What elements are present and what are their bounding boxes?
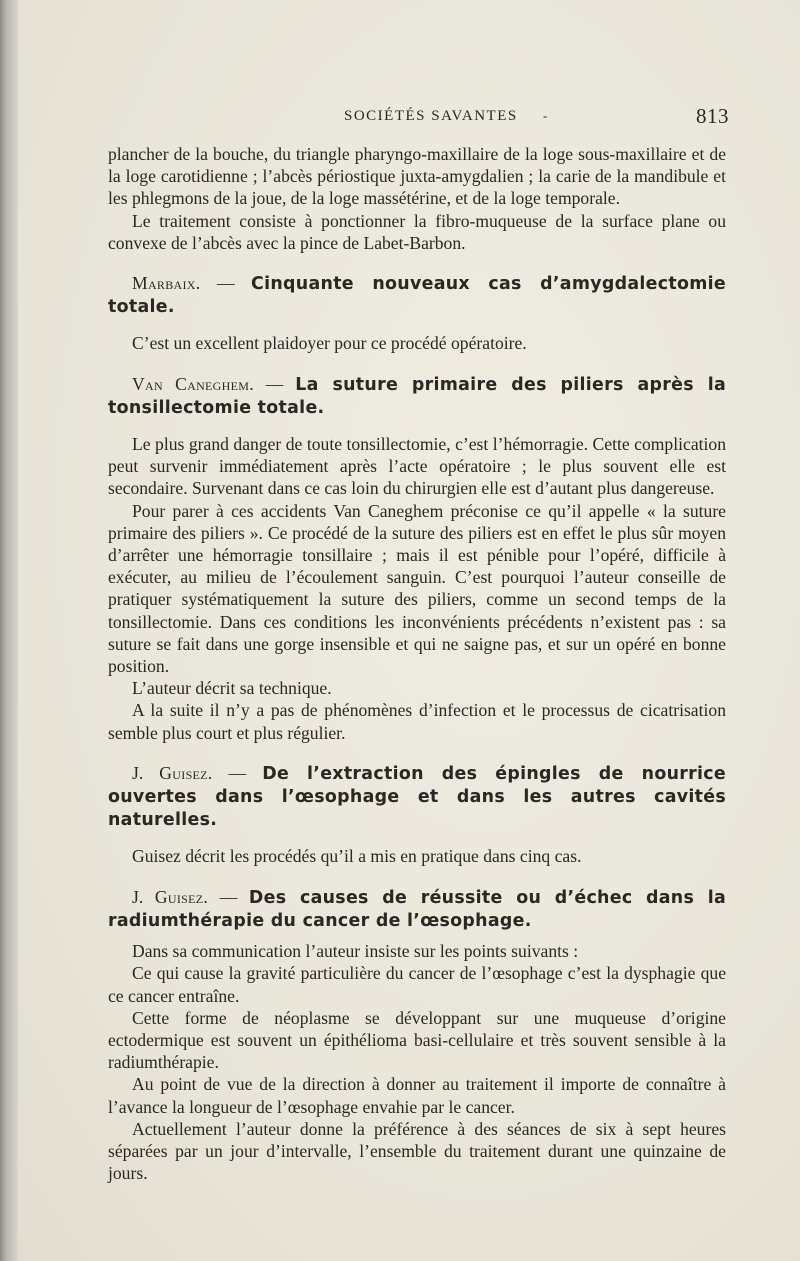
entry-title: Des causes de réussite ou d’échec dans la radiumthérapie du cancer de l’œsophage. <box>108 887 726 931</box>
header-mark: - <box>543 108 548 123</box>
entry-initial: J. <box>132 886 155 907</box>
entry-initial: J. <box>132 762 160 783</box>
paragraph: Dans sa communication l’auteur insiste sur les points suivants : <box>132 941 579 962</box>
paragraph: A la suite il n’y a pas de phénomènes d’infection et le processus de cicatrisation semble plus court et plus régulier. <box>108 700 726 743</box>
entry-dash: — <box>208 886 249 907</box>
entry-author: Guisez. <box>159 762 213 783</box>
entry-author: Van Caneghem. <box>132 373 254 394</box>
entry-dash: — <box>200 273 252 294</box>
entry-title: La suture primaire des piliers après la tonsillectomie totale. <box>108 374 726 418</box>
entry-dash: — <box>212 762 263 783</box>
paragraph: Cette forme de néoplasme se développant sur une muqueuse d’origine ectodermique est souvent un épithélioma basi-cellulaire et très souvent sensible à la radiumthérapie. <box>108 1007 726 1073</box>
paragraph: Le plus grand danger de toute tonsillectomie, c’est l’hémorragie. Cette complication peut survenir immédiatement après l’acte opératoire ; le plus souvent elle est secondaire. Survenant dans ce cas loin du chirurgien elle est d’autant plus dangereuse. <box>108 434 726 499</box>
paragraph: Au point de vue de la direction à donner au traitement il importe de connaître à l’avance la longueur de l’œsophage envahie par le cancer. <box>108 1074 726 1117</box>
book-spine-shadow <box>0 0 18 1261</box>
entry-heading-marbaix <box>108 272 726 318</box>
paragraph: Pour parer à ces accidents Van Caneghem préconise ce qu’il appelle « la suture primaire des piliers ». Ce procédé de la suture des piliers est en effet le plus sûr moyen d’arrêter une hémorragie tonsillaire ; mais il est pénible pour l’opéré, difficile à exécuter, au milieu de l’écoulement sanguin. C’est pourquoi l’auteur conseille de pratiquer systématiquement la suture des piliers, comme un second temps de la tonsillectomie. Dans ces conditions les inconvénients précédents n’existent pas : sa suture se fait dans une gorge insensible et qui ne saigne pas, et sur un opéré en bonne position. <box>108 500 726 677</box>
paragraph: Ce qui cause la gravité particulière du cancer de l’œsophage c’est la dysphagie que ce cancer entraîne. <box>108 963 726 1006</box>
paragraph: Le traitement consiste à ponctionner la fibro-muqueuse de la surface plane ou convexe de l’abcès avec la pince de Labet-Barbon. <box>108 210 726 253</box>
entry-title: Cinquante nouveaux cas d’amygdalectomie totale. <box>108 274 727 318</box>
entry-heading-van-caneghem <box>108 373 726 419</box>
paragraph: Actuellement l’auteur donne la préférence à des séances de six à sept heures séparées par un jour d’intervalle, l’ensemble du traitement durant une quinzaine de jours. <box>108 1118 726 1184</box>
paragraph: Guisez décrit les procédés qu’il a mis en pratique dans cinq cas. <box>132 846 582 867</box>
entry-heading-guisez-epingles <box>108 762 726 832</box>
page-number: 813 <box>696 104 729 128</box>
article-body <box>108 143 726 1184</box>
paragraph: plancher de la bouche, du triangle pharyngo-maxillaire de la loge sous-maxillaire et de la loge carotidienne ; l’abcès périostique juxta-amygdalien ; la carie de la mandibule et les phlegmons de la joue, de la loge massétérine, et de la loge temporale. <box>108 144 726 209</box>
paragraph: L’auteur décrit sa technique. <box>132 678 332 699</box>
running-head: SOCIÉTÉS SAVANTES <box>344 108 518 124</box>
entry-author: Guisez. <box>154 886 209 907</box>
entry-title: De l’extraction des épingles de nourrice ouvertes dans l’œsophage et dans les autres cavités naturelles. <box>108 763 726 831</box>
entry-dash: — <box>253 373 296 394</box>
entry-heading-guisez-radium <box>108 886 726 932</box>
paragraph: C’est un excellent plaidoyer pour ce procédé opératoire. <box>132 333 527 354</box>
entry-author: Marbaix. <box>132 273 201 294</box>
